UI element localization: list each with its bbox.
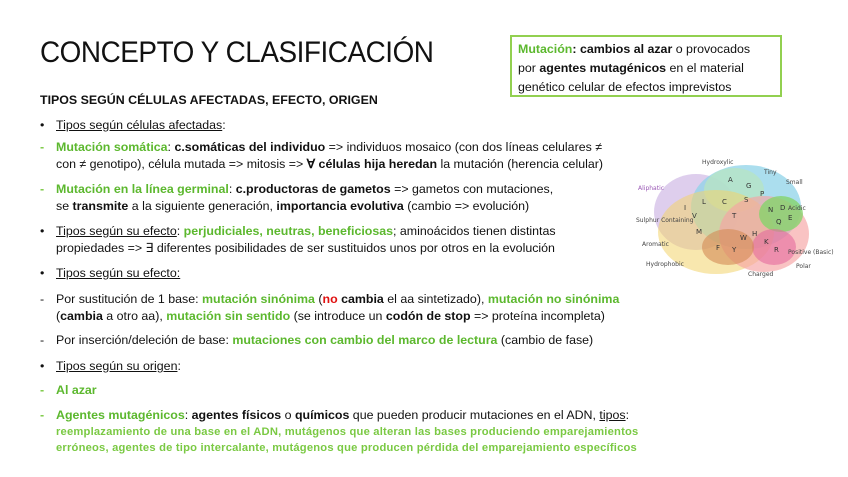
somatic-colon: :: [167, 140, 175, 154]
bullet-dot: •: [40, 266, 45, 280]
germinal-2d: importancia evolutiva: [276, 199, 404, 213]
sub-2b: cambia: [60, 309, 103, 323]
sub-d: no: [322, 292, 338, 306]
venn-region-acidic: [759, 196, 803, 232]
sub-g: mutación no sinónima: [487, 292, 620, 306]
somatic-2c: la mutación (herencia celular): [437, 157, 603, 171]
definition-box: [510, 35, 782, 97]
effect-line-2-text: propiedades => ∃ diferentes posibilidades de ser sustituidos unos por otros en la evolución: [56, 241, 555, 255]
definition-bold-1: cambios al azar: [579, 42, 673, 56]
venn-aa-l: L: [702, 198, 706, 206]
venn-aa-v: V: [692, 212, 697, 220]
venn-aa-w: W: [740, 234, 747, 242]
venn-label-aliphatic: Aliphatic: [638, 185, 665, 192]
germinal-2b: transmite: [72, 199, 129, 213]
ag-e: químicos: [294, 408, 350, 422]
germinal-bold: c.productoras de gametos: [235, 182, 391, 196]
venn-aa-c: C: [722, 198, 727, 206]
germinal-2e: (cambio => evolución): [403, 199, 530, 213]
bullet-dot: •: [40, 118, 45, 132]
effect-line-2: [56, 240, 555, 257]
ag-a: Agentes mutagénicos: [56, 408, 185, 422]
heading-origin: [56, 358, 181, 375]
substitution-line-2: [56, 308, 605, 325]
ins-a: Por inserción/deleción de base:: [56, 333, 233, 347]
definition-colon: :: [572, 42, 577, 56]
germinal-line-1: [56, 181, 553, 198]
sub-2c: a otro aa),: [102, 309, 167, 323]
effect-heading: Tipos según su efecto: [56, 224, 177, 238]
venn-aa-s: S: [744, 196, 749, 204]
bullet-dash: -: [40, 383, 45, 397]
venn-label-polar: Polar: [796, 263, 811, 270]
sub-e: cambia: [337, 292, 384, 306]
bullet-dash: -: [40, 408, 45, 422]
venn-aa-p: P: [760, 190, 765, 198]
venn-aa-i: I: [684, 204, 687, 212]
heading-cells: [56, 117, 226, 134]
venn-label-acidic: Acidic: [788, 205, 806, 212]
ag-h: :: [625, 408, 630, 422]
heading-cells-text: Tipos según células afectadas: [56, 118, 223, 132]
ag-d: o: [281, 408, 295, 422]
agents-line-3: erróneos, agentes de tipo intercalante, mutágenos que producen pérdida del emparejamiento específicos: [56, 442, 637, 454]
venn-aa-m: M: [696, 228, 703, 236]
venn-aa-k: K: [764, 238, 769, 246]
definition-term: Mutación: [518, 42, 573, 56]
heading-origin-colon: :: [177, 359, 181, 373]
bullet-dash: -: [40, 333, 45, 347]
venn-aa-h: H: [752, 230, 758, 238]
sub-f: el aa sintetizado),: [383, 292, 488, 306]
definition-text-1: o provocados: [672, 42, 751, 56]
venn-label-tiny: Tiny: [764, 169, 777, 176]
venn-aa-y: Y: [732, 246, 737, 254]
amino-acid-venn-diagram: [636, 152, 834, 280]
effect-line-1: [56, 223, 556, 240]
germinal-rest: => gametos con mutaciones,: [390, 182, 554, 196]
sub-a: Por sustitución de 1 base:: [56, 292, 203, 306]
definition-text-4: genético celular de efectos imprevistos: [518, 80, 732, 94]
venn-aa-a: A: [728, 176, 733, 184]
sub-b: mutación sinónima: [202, 292, 315, 306]
ins-b: mutaciones con cambio del marco de lectura: [232, 333, 498, 347]
venn-aa-f: F: [716, 244, 721, 252]
ag-c: agentes físicos: [191, 408, 282, 422]
somatic-2a: con ≠ genotipo), célula mutada => mitosis =>: [56, 157, 307, 171]
venn-label-aromatic: Aromatic: [642, 241, 669, 248]
heading-cells-colon: :: [222, 118, 226, 132]
effect-rest: ; aminoácidos tienen distintas: [393, 224, 556, 238]
ag-f: que pueden producir mutaciones en el ADN,: [349, 408, 600, 422]
venn-aa-e: E: [788, 214, 793, 222]
germinal-colon: :: [228, 182, 236, 196]
bullet-dot: •: [40, 359, 45, 373]
sub-2f: codón de stop: [385, 309, 471, 323]
ins-c: (cambio de fase): [497, 333, 594, 347]
definition-bold-2: agentes mutagénicos: [539, 61, 667, 75]
sub-2d: mutación sin sentido: [166, 309, 291, 323]
page-title: CONCEPTO Y CLASIFICACIÓN: [40, 36, 434, 69]
venn-label-hydrophobic: Hydrophobic: [646, 261, 684, 268]
venn-label-charged: Charged: [748, 271, 774, 278]
venn-aa-t: T: [732, 212, 737, 220]
somatic-title: Mutación somática: [56, 140, 168, 154]
agents-line-1: [56, 407, 629, 424]
heading-effect-2: Tipos según su efecto:: [56, 266, 181, 280]
insertion-line: [56, 332, 593, 349]
sub-2e: (se introduce un: [290, 309, 386, 323]
germinal-title: Mutación en la línea germinal: [56, 182, 229, 196]
definition-text-3: en el material: [666, 61, 744, 75]
venn-aa-n: N: [768, 206, 774, 214]
venn-aa-d: D: [780, 204, 786, 212]
somatic-rest: => individuos mosaico (con dos líneas celulares ≠: [325, 140, 603, 154]
somatic-line-2: [56, 156, 603, 173]
venn-label-small: Small: [786, 179, 803, 186]
bullet-dash: -: [40, 140, 45, 154]
ag-g: tipos: [599, 408, 626, 422]
somatic-bold: c.somáticas del individuo: [174, 140, 326, 154]
heading-origin-text: Tipos según su origen: [56, 359, 178, 373]
venn-aa-q: Q: [776, 218, 782, 226]
venn-aa-r: R: [774, 246, 779, 254]
bullet-dot: •: [40, 224, 45, 238]
bullet-dash: -: [40, 182, 45, 196]
venn-label-hydroxylic: Hydroxylic: [702, 159, 734, 166]
venn-label-sulphur: Sulphur Containing: [636, 217, 694, 224]
definition-text-2: por: [518, 61, 540, 75]
venn-aa-g: G: [746, 182, 752, 190]
bullet-dash: -: [40, 292, 45, 306]
germinal-2a: se: [56, 199, 73, 213]
venn-label-positive: Positive (Basic): [788, 249, 834, 256]
substitution-line-1: [56, 291, 619, 308]
section-subtitle: TIPOS SEGÚN CÉLULAS AFECTADAS, EFECTO, ORIGEN: [40, 93, 378, 107]
effect-types: perjudiciales, neutras, beneficiosas: [183, 224, 394, 238]
somatic-line-1: [56, 139, 602, 156]
effect-colon: :: [176, 224, 184, 238]
sub-c: (: [314, 292, 323, 306]
germinal-2c: a la siguiente generación,: [128, 199, 277, 213]
ag-b: :: [184, 408, 192, 422]
somatic-2b: ∀ células hija heredan: [306, 157, 438, 171]
germinal-line-2: [56, 198, 529, 215]
origin-random: Al azar: [56, 383, 97, 397]
sub-2g: => proteína incompleta): [470, 309, 605, 323]
agents-line-2: reemplazamiento de una base en el ADN, mutágenos que alteran las bases produciendo emparejamientos: [56, 426, 639, 438]
sub-2a: (: [56, 309, 61, 323]
